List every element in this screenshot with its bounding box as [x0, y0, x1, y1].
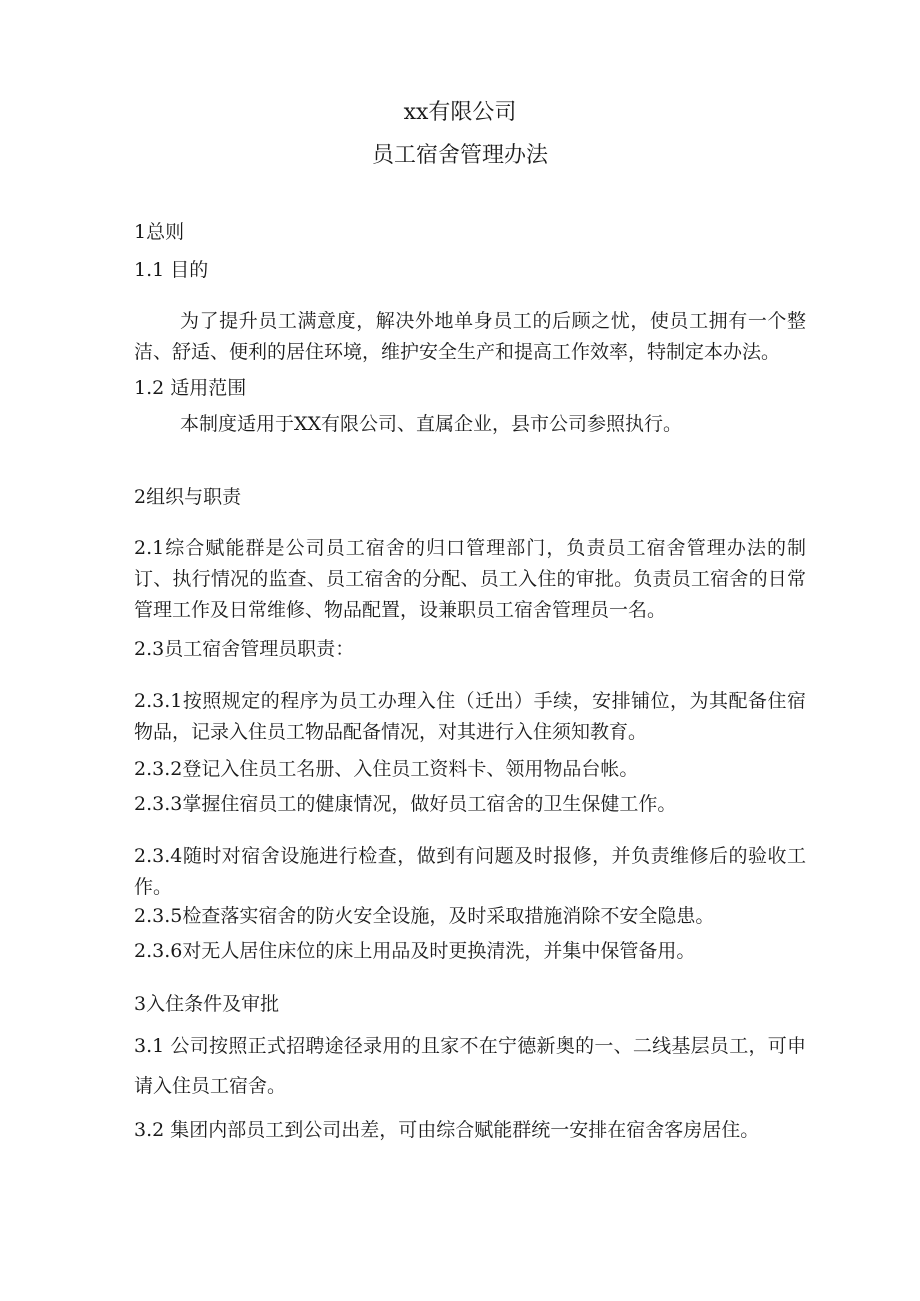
section-2-3-heading: 2.3员工宿舍管理员职责：	[134, 638, 355, 660]
section-2-3-4-paragraph: 2.3.4随时对宿舍设施进行检查，做到有问题及时报修，并负责维修后的验收工作。	[134, 845, 806, 898]
section-2-3-3-paragraph: 2.3.3掌握住宿员工的健康情况，做好员工宿舍的卫生保健工作。	[134, 793, 677, 815]
section-3-2-paragraph: 3.2 集团内部员工到公司出差，可由综合赋能群统一安排在宿舍客房居住。	[134, 1119, 760, 1141]
section-2-3-1-paragraph: 2.3.1按照规定的程序为员工办理入住（迁出）手续，安排铺位，为其配备住宿物品，记录入住员工物品配备情况，对其进行入住须知教育。	[134, 690, 806, 743]
section-1-2-heading: 1.2 适用范围	[134, 377, 247, 399]
section-2-heading: 2组织与职责	[134, 486, 242, 508]
section-2-3-2-paragraph: 2.3.2登记入住员工名册、入住员工资料卡、领用物品台帐。	[134, 758, 639, 780]
company-name: xx有限公司	[403, 100, 517, 125]
section-3-heading: 3入住条件及审批	[134, 993, 280, 1015]
section-3-1-paragraph: 3.1 公司按照正式招聘途径录用的且家不在宁德新奥的一、二线基层员工，可申请入住员工宿舍。	[134, 1035, 806, 1097]
section-1-2-paragraph: 本制度适用于XX有限公司、直属企业，县市公司参照执行。	[180, 413, 683, 435]
section-2-1-paragraph: 2.1综合赋能群是公司员工宿舍的归口管理部门，负责员工宿舍管理办法的制订、执行情况的监查、员工宿舍的分配、员工入住的审批。负责员工宿舍的日常管理工作及日常维修、物品配置，设兼职员工宿舍管理员一名。	[134, 537, 806, 621]
document-title: 员工宿舍管理办法	[371, 143, 548, 168]
section-1-heading: 1总则	[134, 221, 185, 243]
section-2-3-5-paragraph: 2.3.5检查落实宿舍的防火安全设施，及时采取措施消除不安全隐患。	[134, 905, 715, 927]
section-1-1-heading: 1.1 目的	[134, 259, 209, 281]
section-2-3-6-paragraph: 2.3.6对无人居住床位的床上用品及时更换清洗，并集中保管备用。	[134, 940, 696, 962]
section-1-1-paragraph: 为了提升员工满意度，解决外地单身员工的后顾之忧，使员工拥有一个整洁、舒适、便利的居住环境，维护安全生产和提高工作效率，特制定本办法。	[134, 310, 806, 363]
